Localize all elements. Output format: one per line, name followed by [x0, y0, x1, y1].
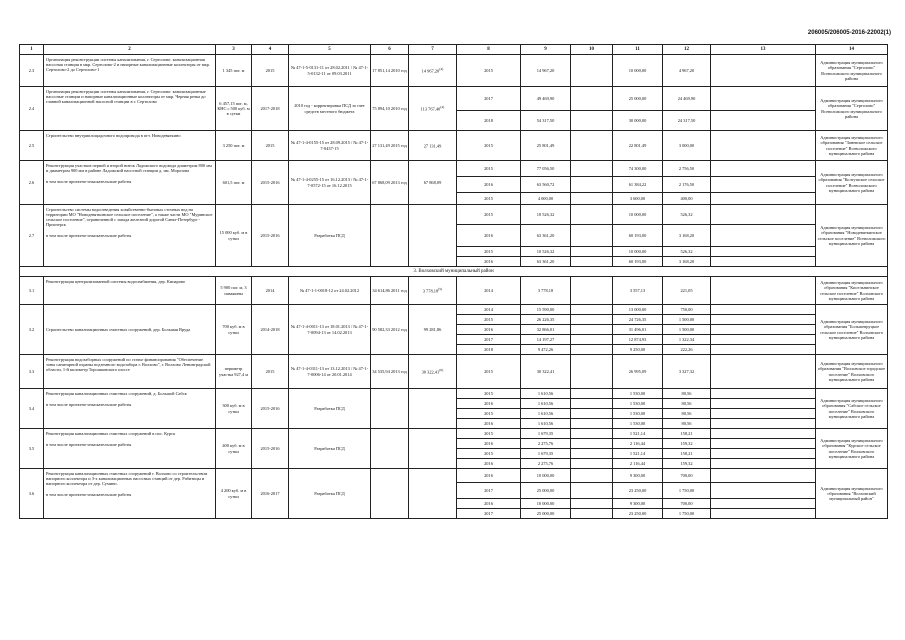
remaining-cost — [409, 429, 457, 469]
regional-budget: 1 530,00 — [613, 409, 663, 419]
remaining-cost: 113 767,40$^{(4)}$ — [409, 87, 457, 131]
total-value: 1 679,35 — [521, 429, 571, 439]
value-col12 — [711, 193, 816, 205]
year: 2015 — [457, 449, 521, 459]
permit: № 47-1-4-0011-13 от 18.01.2013 / № 47-1-7-0094-13 от 14.02.2013 — [289, 305, 371, 355]
row-number: 3.1 — [20, 277, 44, 305]
permit: 2010 год - корректировка ПСД за счет средств местного бюджета — [289, 87, 371, 131]
period: 2016-2017 — [252, 469, 289, 519]
regional-budget: 25 000,00 — [613, 87, 663, 111]
local-budget: 750,00 — [663, 305, 711, 315]
table-row — [20, 205, 888, 225]
permit: Разработка ПСД — [289, 389, 371, 429]
remaining-cost — [409, 205, 457, 267]
total-value: 25 000,00 — [521, 509, 571, 519]
year: 2016 — [457, 225, 521, 247]
local-budget: 1 500,00 — [663, 315, 711, 325]
value-col9 — [571, 225, 613, 247]
value-col9 — [571, 499, 613, 509]
value-col12 — [711, 205, 816, 225]
regional-budget: 26 995,09 — [613, 355, 663, 389]
regional-budget: 10 000,00 — [613, 247, 663, 257]
object-name: Строительство системы водоотведения хозяйственно-бытовых сточных вод на территории МО "Новодевяткинское сельское поселение", а также части МО "Муринское сельское поселение", ограниченной с запада железной дорогой Санкт-Петербург - Приозерск в том числе проектно-изыскательские работы — [44, 205, 216, 267]
period: 2015 — [252, 55, 289, 87]
client: Администрация муниципального образования "Волховский муниципальный район" — [816, 469, 888, 519]
year: 2015 — [457, 355, 521, 389]
regional-budget: 2 116,44 — [613, 439, 663, 449]
period: 2014-2018 — [252, 305, 289, 355]
value-col9 — [571, 419, 613, 429]
value-col12 — [711, 257, 816, 267]
total-value: 10 000,00 — [521, 499, 571, 509]
client: Администрация муниципального образования "Курское сельское поселение" Волховского муниципального района — [816, 429, 888, 469]
value-col9 — [571, 429, 613, 439]
total-value: 54 317,50 — [521, 111, 571, 131]
client: Администрация муниципального образования "Сертолово" Всеволожского муниципального района — [816, 87, 888, 131]
local-budget: 159,32 — [663, 459, 711, 469]
row-number: 3.2 — [20, 305, 44, 355]
period: 2015-2016 — [252, 389, 289, 429]
year: 2018 — [457, 111, 521, 131]
local-budget: 700,00 — [663, 499, 711, 509]
total-value: 77 056,50 — [521, 161, 571, 177]
total-value: 14 197,27 — [521, 335, 571, 345]
local-budget: 159,32 — [663, 439, 711, 449]
row-number: 3.5 — [20, 429, 44, 469]
period: 2015-2016 — [252, 429, 289, 469]
section-title: 3. Волховский муниципальный район — [20, 267, 888, 277]
column-number: 2 — [44, 45, 216, 55]
year: 2015 — [457, 247, 521, 257]
regional-budget: 60 193,00 — [613, 225, 663, 247]
year: 2017 — [457, 483, 521, 499]
regional-budget: 1 521,14 — [613, 449, 663, 459]
local-budget: 24 469,90 — [663, 87, 711, 111]
value-col12 — [711, 55, 816, 87]
year: 2016 — [457, 499, 521, 509]
value-col12 — [711, 449, 816, 459]
column-number-row — [20, 45, 888, 55]
row-number: 3.6 — [20, 469, 44, 519]
estimated-cost — [371, 389, 409, 429]
year: 2016 — [457, 399, 521, 409]
value-col9 — [571, 177, 613, 193]
value-col9 — [571, 111, 613, 131]
local-budget: 80,56 — [663, 409, 711, 419]
client: Администрация муниципального образования "Колтушское сельское поселение" Всеволожского муниципального района — [816, 161, 888, 205]
total-value: 2 275,76 — [521, 459, 571, 469]
row-number: 2.3 — [20, 55, 44, 87]
row-number: 3.4 — [20, 389, 44, 429]
column-number: 11 — [613, 45, 663, 55]
total-value: 63 361,20 — [521, 225, 571, 247]
column-number: 6 — [371, 45, 409, 55]
permit: Разработка ПСД — [289, 429, 371, 469]
value-col9 — [571, 355, 613, 389]
local-budget: 158,21 — [663, 429, 711, 439]
value-col12 — [711, 225, 816, 247]
local-budget: 1 750,00 — [663, 483, 711, 499]
client: Администрация муниципального образования "Новодевяткинское сельское поселение" Всеволожского муниципального района — [816, 205, 888, 267]
client: Администрация муниципального образования "Сертолово" Всеволожского муниципального района — [816, 55, 888, 87]
object-name: Организация реконструкции системы канализования, г. Сертолово: канализационная насосная станция в мкр. Сертолово-2 и напорные канализационные коллекторы от мкр. Сертолово-2 до Сертолово-1 — [44, 55, 216, 87]
column-number: 5 — [289, 45, 371, 55]
regional-budget: 30 000,00 — [613, 111, 663, 131]
regional-budget: 12 874,93 — [613, 335, 663, 345]
value-col12 — [711, 469, 816, 483]
year: 2014 — [457, 277, 521, 305]
total-value: 1 679,35 — [521, 449, 571, 459]
year: 2015 — [457, 55, 521, 87]
local-budget: 700,00 — [663, 469, 711, 483]
capacity: 4 200 куб. м в сутки — [216, 469, 252, 519]
table-row — [20, 277, 888, 305]
value-col12 — [711, 483, 816, 499]
estimated-cost: 34 614,86 2011 год — [371, 277, 409, 305]
table-row — [20, 87, 888, 111]
value-col9 — [571, 449, 613, 459]
permit: № 47-1-4-0255-15 от 16.12.2013 / № 47-1-7-0572-15 от 16.12.2015 — [289, 161, 371, 205]
period: 2015 — [252, 131, 289, 161]
row-number: 2.4 — [20, 87, 44, 131]
total-value: 63 361,20 — [521, 257, 571, 267]
object-name: Реконструкция канализационных очистных сооружений в пос. Курск в том числе проектно-изыскательские работы — [44, 429, 216, 469]
value-col9 — [571, 315, 613, 325]
value-col9 — [571, 469, 613, 483]
year: 2016 — [457, 257, 521, 267]
value-col12 — [711, 459, 816, 469]
total-value: 32 866,01 — [521, 325, 571, 335]
capacity: 601,5 пог. м — [216, 161, 252, 205]
regional-budget: 3 557,13 — [613, 277, 663, 305]
regional-budget: 9 300,00 — [613, 469, 663, 483]
estimated-cost — [371, 429, 409, 469]
remaining-cost — [409, 389, 457, 429]
total-value: 14 967,20 — [521, 55, 571, 87]
capacity: 6 457,15 пог. м, КНС с 500 куб. м в сутки — [216, 87, 252, 131]
total-value: 49 469,90 — [521, 87, 571, 111]
local-budget: 80,56 — [663, 389, 711, 399]
remaining-cost: 14 967,20$^{(4)}$ — [409, 55, 457, 87]
value-col12 — [711, 131, 816, 161]
value-col12 — [711, 305, 816, 315]
value-col12 — [711, 325, 816, 335]
year: 2016 — [457, 325, 521, 335]
value-col9 — [571, 193, 613, 205]
local-budget: 24 317,50 — [663, 111, 711, 131]
value-col9 — [571, 247, 613, 257]
object-name: Реконструкция водозаборных сооружений по статье финансирования "Обеспечение зоны санитарной охраны подземного водозабора г. Волхово", г. Волхово Ленинградской области, 1-й километр Торошковского шоссе — [44, 355, 216, 389]
estimated-cost: 67 868,09 2013 год — [371, 161, 409, 205]
client: Администрация муниципального образования "Сабское сельское поселение" Волховского муниципального района — [816, 389, 888, 429]
client: Администрация муниципального образования "Волховское городское поселение" Волховского муниципального района — [816, 355, 888, 389]
value-col12 — [711, 177, 816, 193]
year: 2016 — [457, 419, 521, 429]
object-name: Реконструкция канализационных очистных сооружений, д. Большой Сабск в том числе проектно-изыскательские работы — [44, 389, 216, 429]
permit: № 47-1-4-0155-15 от 28.09.2015 / № 47-1-7-0437-15 — [289, 131, 371, 161]
regional-budget: 22 801,49 — [613, 131, 663, 161]
column-number: 8 — [457, 45, 521, 55]
remaining-cost: 99 281,86 — [409, 305, 457, 355]
object-name: Строительство внутриплощадочного водопровода в пгт. Новодевяткино — [44, 131, 216, 161]
value-col9 — [571, 459, 613, 469]
column-number: 12 — [663, 45, 711, 55]
value-col12 — [711, 247, 816, 257]
object-name: Реконструкция участков первой и второй ниток Ладожского водовода диаметром 800 мм и диаметром 900 мм в районе Ладожской насосной станции д. им. Морозова в том числе проектно-изыскательские работы — [44, 161, 216, 205]
program-table — [19, 44, 888, 519]
year: 2015 — [457, 315, 521, 325]
local-budget: 221,05 — [663, 277, 711, 305]
total-value: 1 610,56 — [521, 389, 571, 399]
value-col12 — [711, 409, 816, 419]
value-col12 — [711, 389, 816, 399]
total-value: 9 472,26 — [521, 345, 571, 355]
period: 2014 — [252, 277, 289, 305]
client: Администрация муниципального образования "Кисельнинское сельское поселение" Волховского муниципального района — [816, 277, 888, 305]
regional-budget: 9 300,00 — [613, 499, 663, 509]
client: Администрация муниципального образования "Большевруцкое сельское поселение" Волховского муниципального района — [816, 305, 888, 355]
year: 2017 — [457, 335, 521, 345]
row-number: 2.7 — [20, 205, 44, 267]
value-col12 — [711, 509, 816, 519]
table-row — [20, 355, 888, 389]
local-budget: 1 750,00 — [663, 509, 711, 519]
capacity: 15 000 куб. м в сутки — [216, 205, 252, 267]
value-col9 — [571, 439, 613, 449]
total-value: 63 560,72 — [521, 177, 571, 193]
value-col9 — [571, 335, 613, 345]
regional-budget: 74 300,00 — [613, 161, 663, 177]
local-budget: 3 327,32 — [663, 355, 711, 389]
total-value: 15 590,00 — [521, 305, 571, 315]
year: 2015 — [457, 161, 521, 177]
local-budget: 1 500,00 — [663, 325, 711, 335]
period: 2015-2016 — [252, 161, 289, 205]
remaining-cost — [409, 469, 457, 519]
value-col12 — [711, 429, 816, 439]
regional-budget: 23 250,00 — [613, 509, 663, 519]
value-col9 — [571, 409, 613, 419]
local-budget: 1 322,34 — [663, 335, 711, 345]
table-row — [20, 429, 888, 439]
year: 2016 — [457, 439, 521, 449]
estimated-cost: 90 582,33 2012 год — [371, 305, 409, 355]
permit: Разработка ПСД — [289, 205, 371, 267]
column-number: 9 — [521, 45, 571, 55]
local-budget: 2 756,50 — [663, 161, 711, 177]
client: Администрация муниципального образования "Заневское сельское поселение" Всеволожского муниципального района — [816, 131, 888, 161]
column-number: 4 — [252, 45, 289, 55]
total-value: 30 322,41 — [521, 355, 571, 389]
value-col12 — [711, 419, 816, 429]
column-number: 1 — [20, 45, 44, 55]
year: 2018 — [457, 345, 521, 355]
value-col12 — [711, 161, 816, 177]
table-row — [20, 55, 888, 87]
regional-budget: 2 116,44 — [613, 459, 663, 469]
object-name: Реконструкция канализационных очистных сооружений г. Волхово со строительством напорного коллектора и 3-х канализационных насосных станций от дер. Рабитицы и напорного коллектора от дер. Сумино. в том числе проектно-изыскательские работы — [44, 469, 216, 519]
capacity: 400 куб. м в сутки — [216, 429, 252, 469]
local-budget: 3 168,20 — [663, 257, 711, 267]
table-row — [20, 389, 888, 399]
object-name: Организация реконструкции системы канализования, г. Сертолово: канализационные насосные станции и напорные канализационные коллекторы от мкр. Черная речка до главной канализационной насосной станции в г. Сертолово — [44, 87, 216, 131]
value-col12 — [711, 355, 816, 389]
value-col9 — [571, 87, 613, 111]
table-row — [20, 305, 888, 315]
regional-budget: 13 000,00 — [613, 305, 663, 315]
total-value: 10 526,32 — [521, 247, 571, 257]
total-value: 25 000,00 — [521, 483, 571, 499]
year: 2016 — [457, 459, 521, 469]
capacity: 1 345 пог. м — [216, 55, 252, 87]
total-value: 26 226,35 — [521, 315, 571, 325]
regional-budget: 1 530,00 — [613, 399, 663, 409]
period: 2015 — [252, 355, 289, 389]
column-number: 13 — [711, 45, 816, 55]
year: 2016 — [457, 177, 521, 193]
value-col12 — [711, 335, 816, 345]
row-number: 2.6 — [20, 161, 44, 205]
regional-budget: 1 530,00 — [613, 419, 663, 429]
local-budget: 526,32 — [663, 205, 711, 225]
local-budget: 400,00 — [663, 193, 711, 205]
value-col12 — [711, 399, 816, 409]
estimated-cost: 27 131,49 2015 год — [371, 131, 409, 161]
value-col12 — [711, 439, 816, 449]
total-value: 1 610,56 — [521, 409, 571, 419]
year: 2015 — [457, 429, 521, 439]
value-col9 — [571, 305, 613, 315]
local-budget: 3 168,20 — [663, 225, 711, 247]
year: 2015 — [457, 193, 521, 205]
total-value: 2 275,76 — [521, 439, 571, 449]
remaining-cost: 3 778,18$^{(5)}$ — [409, 277, 457, 305]
capacity: 3 250 пог. м — [216, 131, 252, 161]
value-col12 — [711, 111, 816, 131]
period: 2017-2018 — [252, 87, 289, 131]
capacity: периметр участка 927,4 м — [216, 355, 252, 389]
year: 2017 — [457, 509, 521, 519]
year: 2016 — [457, 469, 521, 483]
estimated-cost: 75 894,10 2010 год — [371, 87, 409, 131]
total-value: 3 778,18 — [521, 277, 571, 305]
local-budget: 222,26 — [663, 345, 711, 355]
regional-budget: 60 193,00 — [613, 257, 663, 267]
value-col12 — [711, 87, 816, 111]
local-budget: 80,56 — [663, 399, 711, 409]
regional-budget: 31 496,01 — [613, 325, 663, 335]
value-col9 — [571, 257, 613, 267]
total-value: 1 610,56 — [521, 419, 571, 429]
total-value: 10 000,00 — [521, 469, 571, 483]
value-col9 — [571, 131, 613, 161]
local-budget: 2 176,50 — [663, 177, 711, 193]
permit: Разработка ПСД — [289, 469, 371, 519]
row-number: 3.3 — [20, 355, 44, 389]
value-col9 — [571, 205, 613, 225]
local-budget: 158,21 — [663, 449, 711, 459]
column-number: 3 — [216, 45, 252, 55]
year: 2014 — [457, 305, 521, 315]
value-col12 — [711, 315, 816, 325]
year: 2015 — [457, 409, 521, 419]
regional-budget: 23 250,00 — [613, 483, 663, 499]
estimated-cost: 34 535,94 2013 год — [371, 355, 409, 389]
regional-budget: 3 600,00 — [613, 193, 663, 205]
total-value: 4 000,00 — [521, 193, 571, 205]
total-value: 10 526,32 — [521, 205, 571, 225]
regional-budget: 10 000,00 — [613, 205, 663, 225]
value-col9 — [571, 161, 613, 177]
table-row — [20, 131, 888, 161]
permit: № 47-1-1-0018-12 от 24.02.2012 — [289, 277, 371, 305]
capacity: 300 куб. м в сутки — [216, 389, 252, 429]
value-col9 — [571, 325, 613, 335]
local-budget: 4 967,20 — [663, 55, 711, 87]
period: 2015-2016 — [252, 205, 289, 267]
estimated-cost — [371, 469, 409, 519]
regional-budget: 61 384,22 — [613, 177, 663, 193]
remaining-cost: 30 322,41$^{(6)}$ — [409, 355, 457, 389]
value-col12 — [711, 277, 816, 305]
regional-budget: 10 000,00 — [613, 55, 663, 87]
local-budget: 3 000,00 — [663, 131, 711, 161]
total-value: 25 801,49 — [521, 131, 571, 161]
value-col12 — [711, 345, 816, 355]
regional-budget: 9 250,00 — [613, 345, 663, 355]
year: 2017 — [457, 87, 521, 111]
regional-budget: 24 726,35 — [613, 315, 663, 325]
value-col9 — [571, 345, 613, 355]
local-budget: 526,32 — [663, 247, 711, 257]
value-col9 — [571, 389, 613, 399]
value-col9 — [571, 509, 613, 519]
year: 2015 — [457, 205, 521, 225]
capacity: 5 900 пог. м, 3 скважины — [216, 277, 252, 305]
object-name: Строительство канализационных очистных сооружений, дер. Большая Вруда — [44, 305, 216, 355]
value-col9 — [571, 399, 613, 409]
year: 2015 — [457, 389, 521, 399]
year: 2015 — [457, 131, 521, 161]
column-number: 10 — [571, 45, 613, 55]
permit: № 47-1-4-0311-13 от 13.12.2013 / № 47-1-7-0006-14 от 20.01.2014 — [289, 355, 371, 389]
value-col9 — [571, 277, 613, 305]
permit: № 47-1-5-0131-11 от 28.02.2011 / № 47-1-5-0132-11 от 09.03.2011 — [289, 55, 371, 87]
total-value: 1 610,56 — [521, 399, 571, 409]
section-row — [20, 267, 888, 277]
column-number: 7 — [409, 45, 457, 55]
table-row — [20, 161, 888, 177]
estimated-cost: 17 851,14 2010 год — [371, 55, 409, 87]
column-number: 14 — [816, 45, 888, 55]
remaining-cost: 27 131,49 — [409, 131, 457, 161]
object-name: Реконструкция централизованной системы водоснабжения, дер. Кипарово — [44, 277, 216, 305]
document-id: 206005/206005-2016-22002(1) — [807, 30, 891, 36]
capacity: 700 куб. м в сутки — [216, 305, 252, 355]
regional-budget: 1 521,14 — [613, 429, 663, 439]
row-number: 2.5 — [20, 131, 44, 161]
value-col9 — [571, 55, 613, 87]
value-col12 — [711, 499, 816, 509]
table-row — [20, 469, 888, 483]
estimated-cost — [371, 205, 409, 267]
remaining-cost: 67 868,09 — [409, 161, 457, 205]
value-col9 — [571, 483, 613, 499]
local-budget: 80,56 — [663, 419, 711, 429]
regional-budget: 1 530,00 — [613, 389, 663, 399]
